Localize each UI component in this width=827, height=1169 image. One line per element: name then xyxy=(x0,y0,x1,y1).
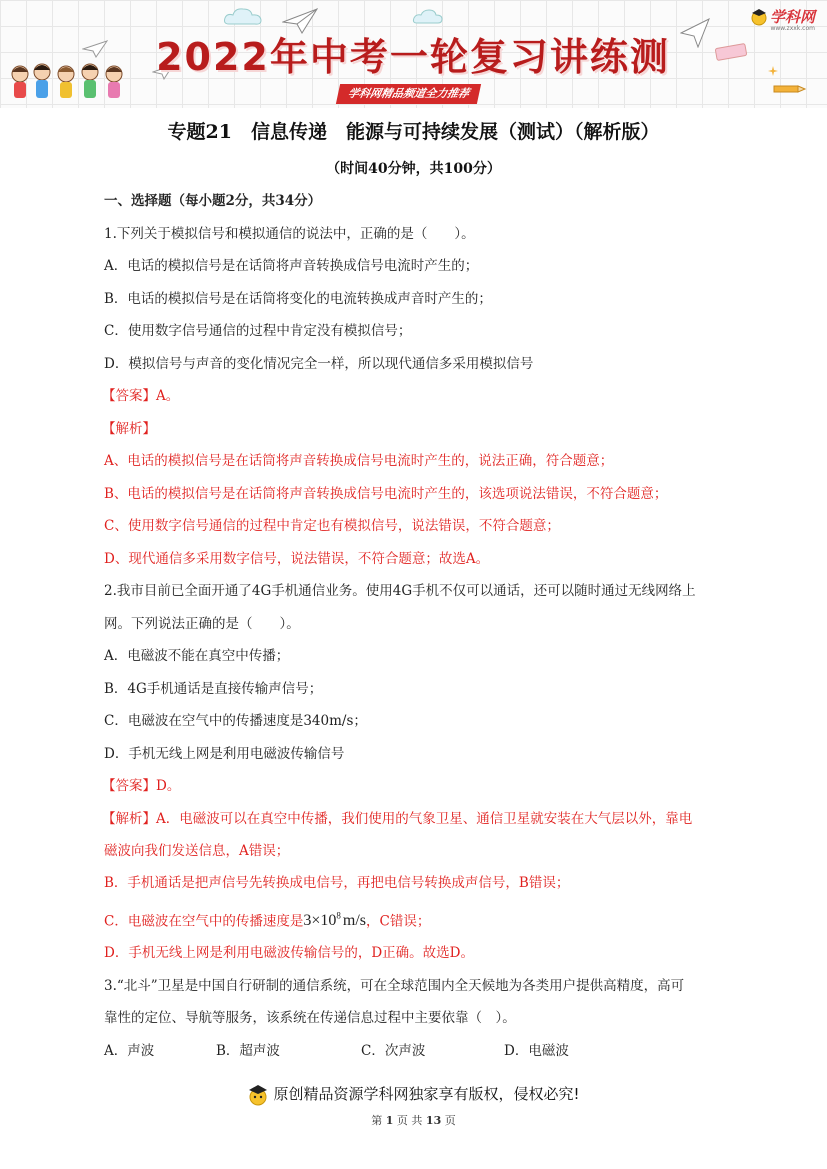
question-2-analysis-a-line-1 xyxy=(102,809,752,829)
question-2-analysis-b: B．手机通话是把声信号先转换成电信号，再把电信号转换成声信号，B错误； xyxy=(104,875,570,891)
question-2-stem-line-2: 网。下列说法正确的是（ ）。 xyxy=(104,615,300,632)
question-3-option-a: A．声波 xyxy=(104,1042,155,1059)
document-body xyxy=(104,190,752,1061)
page-prefix: 第 xyxy=(371,1114,383,1127)
eraser-icon xyxy=(714,42,748,62)
question-1-analysis-c: C、使用数字信号通信的过程中肯定也有模拟信号，说法错误，不符合题意； xyxy=(104,518,560,534)
banner-title: 2022年中考一轮复习讲练测 xyxy=(156,35,670,79)
logo-text: 学科网 xyxy=(769,8,815,26)
cloud-icon xyxy=(223,6,263,28)
speed-value xyxy=(303,912,366,929)
children-illustration xyxy=(8,60,138,106)
answer-value: A。 xyxy=(156,388,180,404)
question-1-option-c: C．使用数字信号通信的过程中肯定没有模拟信号； xyxy=(104,323,412,339)
speed-exponent: 8 xyxy=(336,910,341,921)
question-2-answer xyxy=(102,776,752,796)
analysis-label: 【解析】 xyxy=(102,810,156,827)
question-2-analysis-a-line-2: 磁波向我们发送信息，A错误； xyxy=(104,842,290,859)
page-suffix: 页 xyxy=(444,1114,456,1127)
speed-base: 3×10 xyxy=(303,911,337,929)
star-icon xyxy=(768,66,778,76)
analysis-c-text: C．电磁波在空气中的传播速度是 xyxy=(104,912,304,929)
answer-label: 【答案】 xyxy=(102,778,156,794)
document-title: 专题21 信息传递 能源与可持续发展（测试）（解析版） xyxy=(167,121,660,143)
answer-label: 【答案】 xyxy=(102,388,156,404)
question-3-option-d: D．电磁波 xyxy=(504,1042,569,1059)
question-1-option-a: A．电话的模拟信号是在话筒将声音转换成信号电流时产生的； xyxy=(104,258,479,274)
document-time-info: （时间40分钟，共100分） xyxy=(326,161,501,177)
logo-url: www.zxxk.com xyxy=(770,25,815,32)
page-total: 13 xyxy=(425,1114,442,1127)
paper-plane-icon xyxy=(82,40,108,58)
question-1-option-d: D．模拟信号与声音的变化情况完全一样，所以现代通信多采用模拟信号 xyxy=(104,355,534,372)
header-banner xyxy=(0,0,827,108)
analysis-c-suffix: ，C错误； xyxy=(366,912,431,929)
question-3-options xyxy=(104,1041,752,1061)
copyright-text: 原创精品资源学科网独家享有版权，侵权必究! xyxy=(273,1085,580,1103)
paper-plane-icon xyxy=(680,18,710,48)
question-1-analysis-label: 【解析】 xyxy=(102,420,156,437)
question-2-analysis-c xyxy=(104,906,752,931)
question-1-analysis-d: D、现代通信多采用数字信号，说法错误，不符合题意；故选A。 xyxy=(104,550,490,567)
question-1-option-b: B．电话的模拟信号是在话筒将变化的电流转换成声音时产生的； xyxy=(104,290,492,307)
section-heading: 一、选择题（每小题2分，共34分） xyxy=(104,193,322,209)
question-3-stem-line-2: 靠性的定位、导航等服务，该系统在传递信息过程中主要依靠（ ）。 xyxy=(104,1010,516,1027)
analysis-text: A．电磁波可以在真空中传播，我们使用的气象卫星、通信卫星就安装在大气层以外，靠电 xyxy=(156,810,693,827)
question-2-option-b: B．4G手机通话是直接传输声信号； xyxy=(104,680,323,697)
question-2-stem-line-1: 2.我市目前已全面开通了4G手机通信业务。使用4G手机不仅可以通话，还可以随时通过无线网络上 xyxy=(104,583,696,599)
speed-unit: m/s xyxy=(342,911,366,929)
question-3-stem-line-1: 3.“北斗”卫星是中国自行研制的通信系统，可在全球范围内全天候地为各类用户提供高精度，高可 xyxy=(104,977,685,994)
site-logo[interactable] xyxy=(770,6,815,32)
question-1-analysis-b: B、电话的模拟信号是在话筒将声音转换成信号电流时产生的，该选项说法错误，不符合题意； xyxy=(104,485,668,502)
cloud-icon xyxy=(412,8,444,26)
question-3-option-c: C．次声波 xyxy=(361,1042,426,1059)
question-2-option-c: C．电磁波在空气中的传播速度是340m/s； xyxy=(104,713,367,729)
question-1-stem: 1.下列关于模拟信号和模拟通信的说法中，正确的是（ ）。 xyxy=(104,225,475,242)
copyright-notice xyxy=(0,1083,827,1106)
banner-subtitle: 学科网精品频道全力推荐 xyxy=(336,84,481,104)
page-mid: 页 共 xyxy=(396,1114,423,1127)
answer-value: D。 xyxy=(156,778,181,794)
question-2-option-a: A．电磁波不能在真空中传播； xyxy=(104,648,290,664)
page-number xyxy=(0,1112,827,1128)
question-3-option-b: B．超声波 xyxy=(216,1042,280,1059)
page-current: 1 xyxy=(385,1114,394,1127)
mascot-icon xyxy=(750,8,768,26)
question-2-analysis-d: D．手机无线上网是利用电磁波传输信号的，D正确。故选D。 xyxy=(104,945,474,962)
question-1-analysis-a: A、电话的模拟信号是在话筒将声音转换成信号电流时产生的，说法正确，符合题意； xyxy=(104,453,614,469)
question-2-option-d: D．手机无线上网是利用电磁波传输信号 xyxy=(104,745,345,762)
mascot-icon xyxy=(247,1084,269,1106)
pencil-icon xyxy=(772,82,806,96)
question-1-answer xyxy=(102,386,752,406)
